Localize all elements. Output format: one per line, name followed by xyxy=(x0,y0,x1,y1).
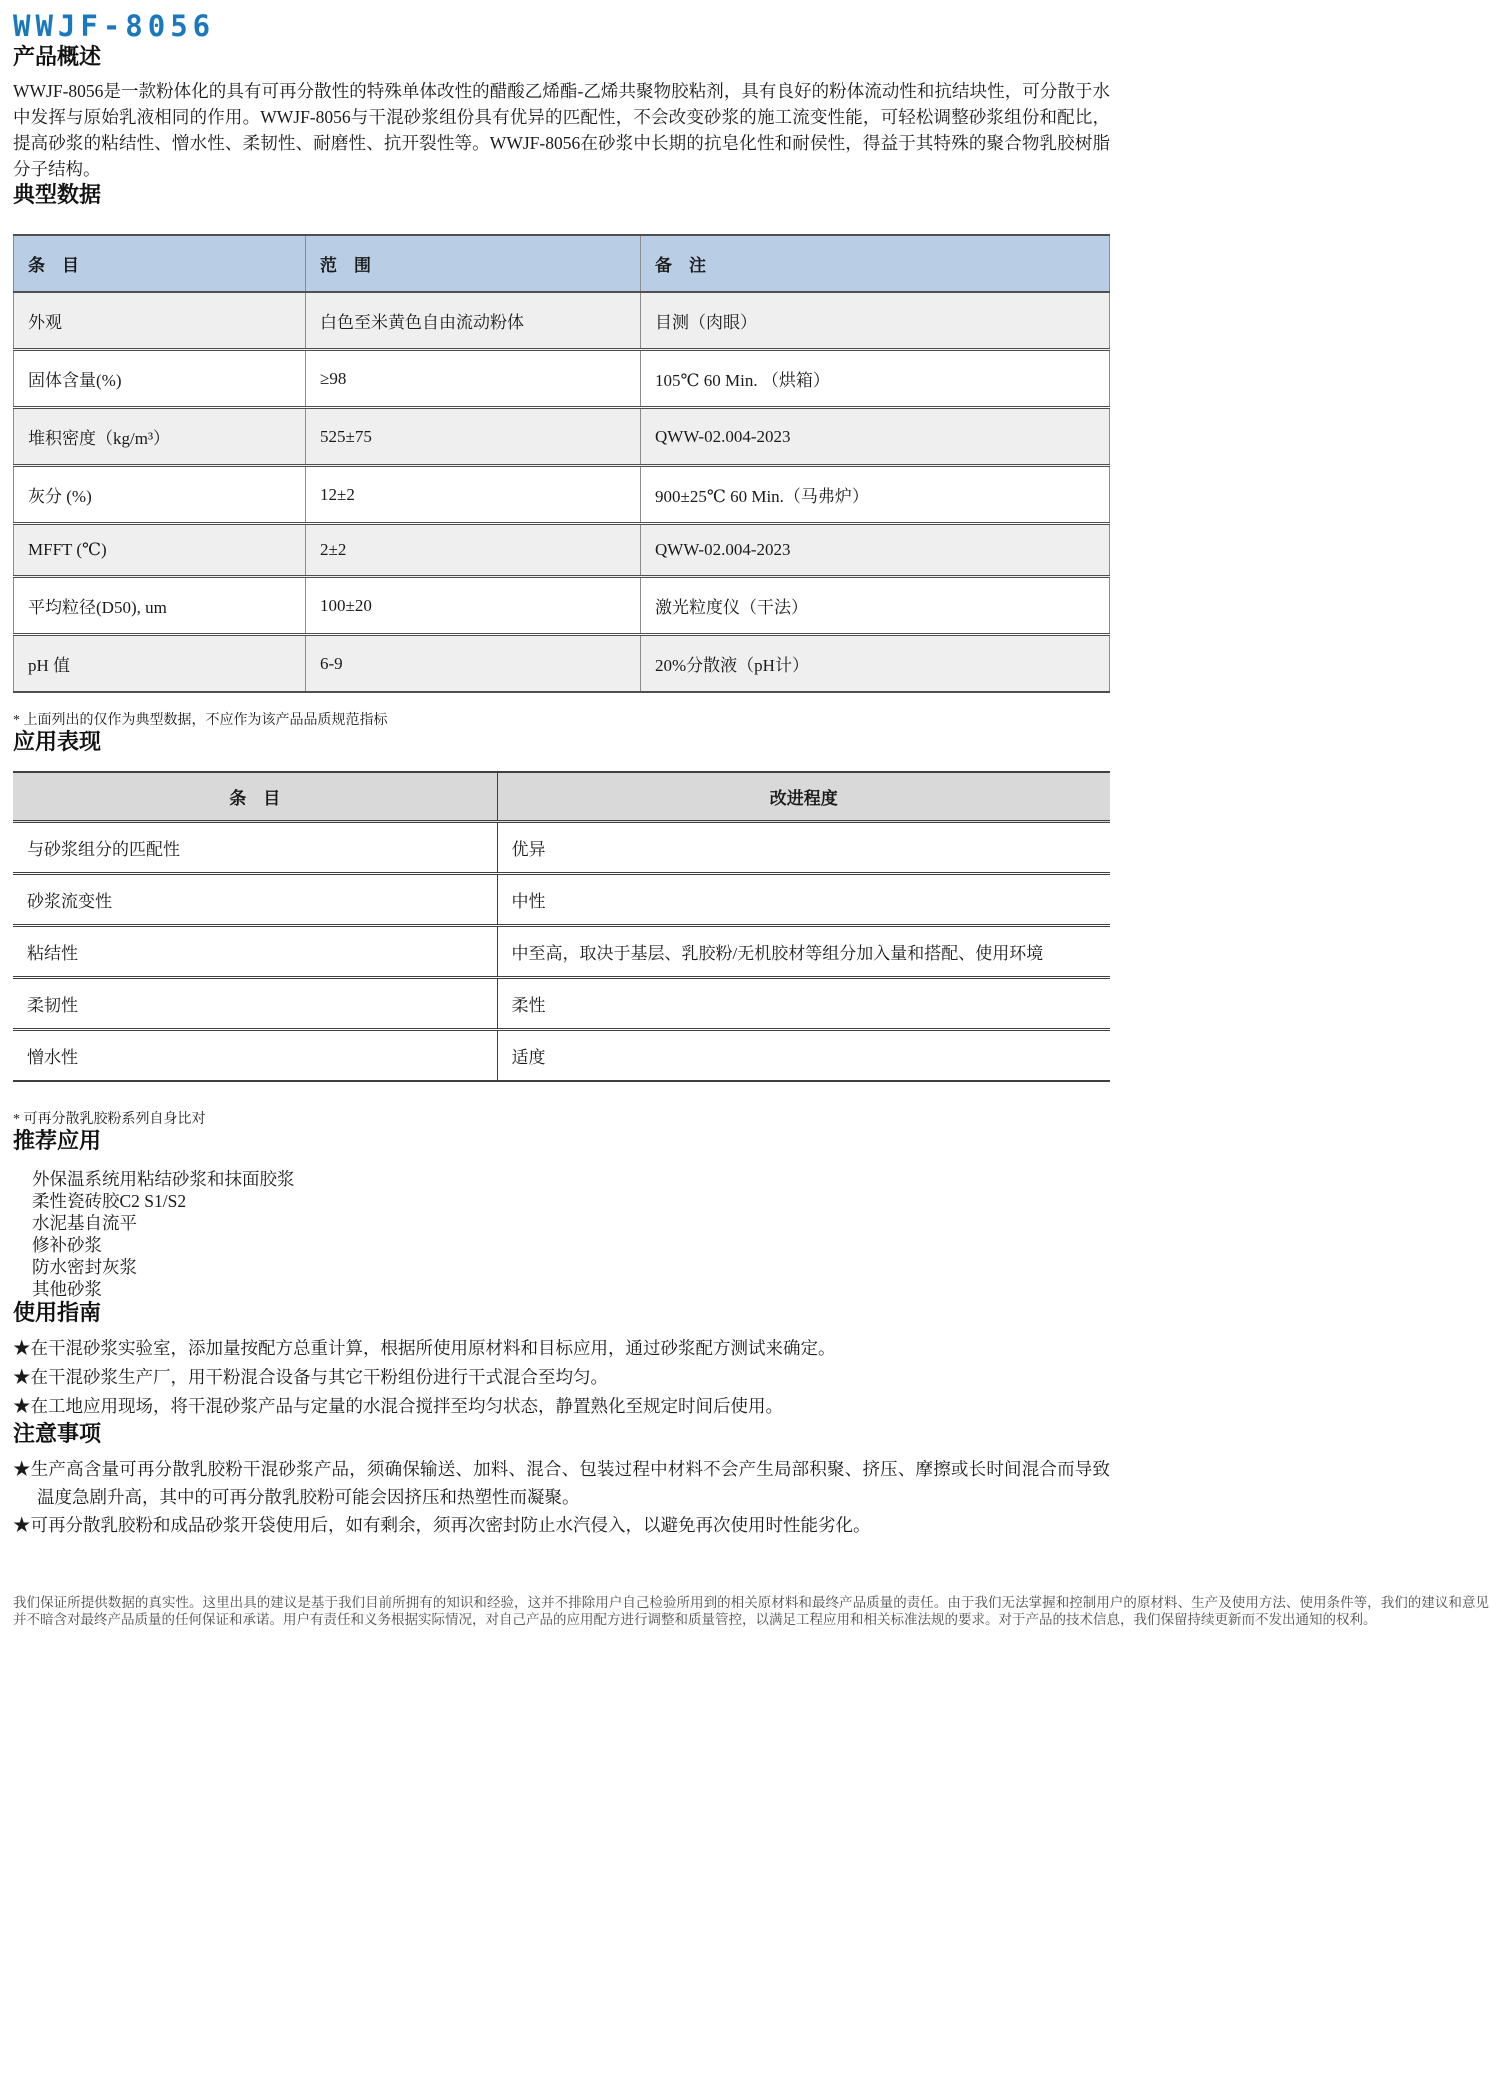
table-cell: 柔性 xyxy=(497,978,1110,1030)
precautions-list xyxy=(13,1455,1110,1539)
application-item: 水泥基自流平 xyxy=(32,1213,137,1233)
table-row xyxy=(13,1030,1110,1082)
main-content xyxy=(13,8,1110,1539)
typical-data-section xyxy=(13,182,1110,729)
disclaimer-text: 我们保证所提供数据的真实性。这里出具的建议是基于我们目前所拥有的知识和经验，这并不排除用户自己检验所用到的相关原材料和最终产品质量的责任。由于我们无法掌握和控制用户的原材料、生产及使用方法、使用条件等，我们的建议和意见并不暗含对最终产品质量的任何保证和承诺。用户有责任和义务根据实际情况，对自己产品的应用配方进行调整和质量管控，以满足工程应用和相关标准法规的要求。对于产品的技术信息，我们保留持续更新而不发出通知的权利。 xyxy=(13,1595,1489,1627)
table-cell: 2±2 xyxy=(306,524,641,577)
table-cell: 12±2 xyxy=(306,466,641,524)
application-performance-section xyxy=(13,729,1110,1128)
table-cell: 固体含量(%) xyxy=(14,350,306,408)
table-cell: 目测（肉眼） xyxy=(641,292,1110,350)
table-row xyxy=(14,577,1110,635)
table-cell: 激光粒度仪（干法） xyxy=(641,577,1110,635)
table-cell: 6-9 xyxy=(306,635,641,693)
table-row xyxy=(14,350,1110,408)
table-cell: ≥98 xyxy=(306,350,641,408)
table-row xyxy=(14,635,1110,693)
recommended-applications-list xyxy=(13,1168,1110,1300)
usage-guide-heading: 使用指南 xyxy=(13,1300,102,1325)
product-title: WWJF-8056 xyxy=(13,9,216,43)
table-cell: 砂浆流变性 xyxy=(13,874,497,926)
usage-guide-list xyxy=(13,1334,1110,1421)
table-cell: 100±20 xyxy=(306,577,641,635)
application-item: 外保温系统用粘结砂浆和抹面胶浆 xyxy=(32,1169,295,1189)
usage-guide-item: ★在干混砂浆生产厂，用干粉混合设备与其它干粉组份进行干式混合至均匀。 xyxy=(13,1367,608,1387)
table-header-row xyxy=(14,235,1110,292)
table-cell: 20%分散液（pH计） xyxy=(641,635,1110,693)
application-performance-heading: 应用表现 xyxy=(13,729,102,754)
typical-data-heading: 典型数据 xyxy=(13,182,102,207)
application-performance-footnote: * 可再分散乳胶粉系列自身比对 xyxy=(13,1112,206,1127)
overview-paragraph: WWJF-8056是一款粉体化的具有可再分散性的特殊单体改性的醋酸乙烯酯-乙烯共聚物胶粘剂，具有良好的粉体流动性和抗结块性，可分散于水中发挥与原始乳液相同的作用。WWJF-8056与干混砂浆组份具有优异的匹配性，不会改变砂浆的施工流变性能，可轻松调整砂浆组份和配比，提高砂浆的粘结性、憎水性、柔韧性、耐磨性、抗开裂性等。WWJF-8056在砂浆中长期的抗皂化性和耐侯性，得益于其特殊的聚合物乳胶树脂分子结构。 xyxy=(13,81,1110,179)
table-row xyxy=(14,524,1110,577)
table-cell: 柔韧性 xyxy=(13,978,497,1030)
table-cell: 堆积密度（kg/m³） xyxy=(14,408,306,466)
table-cell: QWW-02.004-2023 xyxy=(641,524,1110,577)
table-cell: 中性 xyxy=(497,874,1110,926)
table-header-row xyxy=(13,772,1110,822)
table-cell: 外观 xyxy=(14,292,306,350)
recommended-applications-section xyxy=(13,1128,1110,1300)
precaution-item: ★生产高含量可再分散乳胶粉干混砂浆产品，须确保输送、加料、混合、包装过程中材料不会产生局部积聚、挤压、摩擦或长时间混合而导致温度急剧升高，其中的可再分散乳胶粉可能会因挤压和热塑性而凝聚。 xyxy=(13,1459,1110,1507)
table-cell: 白色至米黄色自由流动粉体 xyxy=(306,292,641,350)
table-header-cell: 范 围 xyxy=(306,235,641,292)
table-row xyxy=(14,292,1110,350)
usage-guide-item: ★在干混砂浆实验室，添加量按配方总重计算，根据所使用原材料和目标应用，通过砂浆配方测试来确定。 xyxy=(13,1338,836,1358)
table-row xyxy=(14,466,1110,524)
precaution-item: ★可再分散乳胶粉和成品砂浆开袋使用后，如有剩余，须再次密封防止水汽侵入，以避免再次使用时性能劣化。 xyxy=(13,1515,871,1535)
table-row xyxy=(14,408,1110,466)
table-row xyxy=(13,926,1110,978)
table-cell: 憎水性 xyxy=(13,1030,497,1082)
table-header-cell: 备 注 xyxy=(641,235,1110,292)
table-header-cell: 条 目 xyxy=(13,772,497,822)
overview-heading: 产品概述 xyxy=(13,44,102,69)
table-cell: 平均粒径(D50), um xyxy=(14,577,306,635)
usage-guide-item: ★在工地应用现场，将干混砂浆产品与定量的水混合搅拌至均匀状态，静置熟化至规定时间后使用。 xyxy=(13,1396,783,1416)
table-cell: 与砂浆组分的匹配性 xyxy=(13,822,497,874)
application-item: 修补砂浆 xyxy=(32,1235,102,1255)
table-cell: 105℃ 60 Min. （烘箱） xyxy=(641,350,1110,408)
typical-data-footnote: * 上面列出的仅作为典型数据，不应作为该产品品质规范指标 xyxy=(13,713,388,728)
table-row xyxy=(13,874,1110,926)
table-cell: MFFT (℃) xyxy=(14,524,306,577)
table-row xyxy=(13,822,1110,874)
table-cell: 粘结性 xyxy=(13,926,497,978)
application-item: 柔性瓷砖胶C2 S1/S2 xyxy=(32,1191,187,1211)
table-cell: 900±25℃ 60 Min.（马弗炉） xyxy=(641,466,1110,524)
table-cell: QWW-02.004-2023 xyxy=(641,408,1110,466)
application-performance-table xyxy=(13,771,1110,1082)
table-cell: 优异 xyxy=(497,822,1110,874)
application-item: 防水密封灰浆 xyxy=(32,1257,137,1277)
recommended-applications-heading: 推荐应用 xyxy=(13,1128,102,1153)
application-item: 其他砂浆 xyxy=(32,1279,102,1299)
table-row xyxy=(13,978,1110,1030)
table-cell: pH 值 xyxy=(14,635,306,693)
precautions-heading: 注意事项 xyxy=(13,1421,102,1446)
table-cell: 525±75 xyxy=(306,408,641,466)
table-header-cell: 改进程度 xyxy=(497,772,1110,822)
table-cell: 适度 xyxy=(497,1030,1110,1082)
typical-data-table xyxy=(13,234,1110,693)
table-cell: 灰分 (%) xyxy=(14,466,306,524)
table-cell: 中至高，取决于基层、乳胶粉/无机胶材等组分加入量和搭配、使用环境 xyxy=(497,926,1110,978)
table-header-cell: 条 目 xyxy=(14,235,306,292)
overview-section xyxy=(13,44,1110,182)
precautions-section xyxy=(13,1421,1110,1539)
usage-guide-section xyxy=(13,1300,1110,1421)
